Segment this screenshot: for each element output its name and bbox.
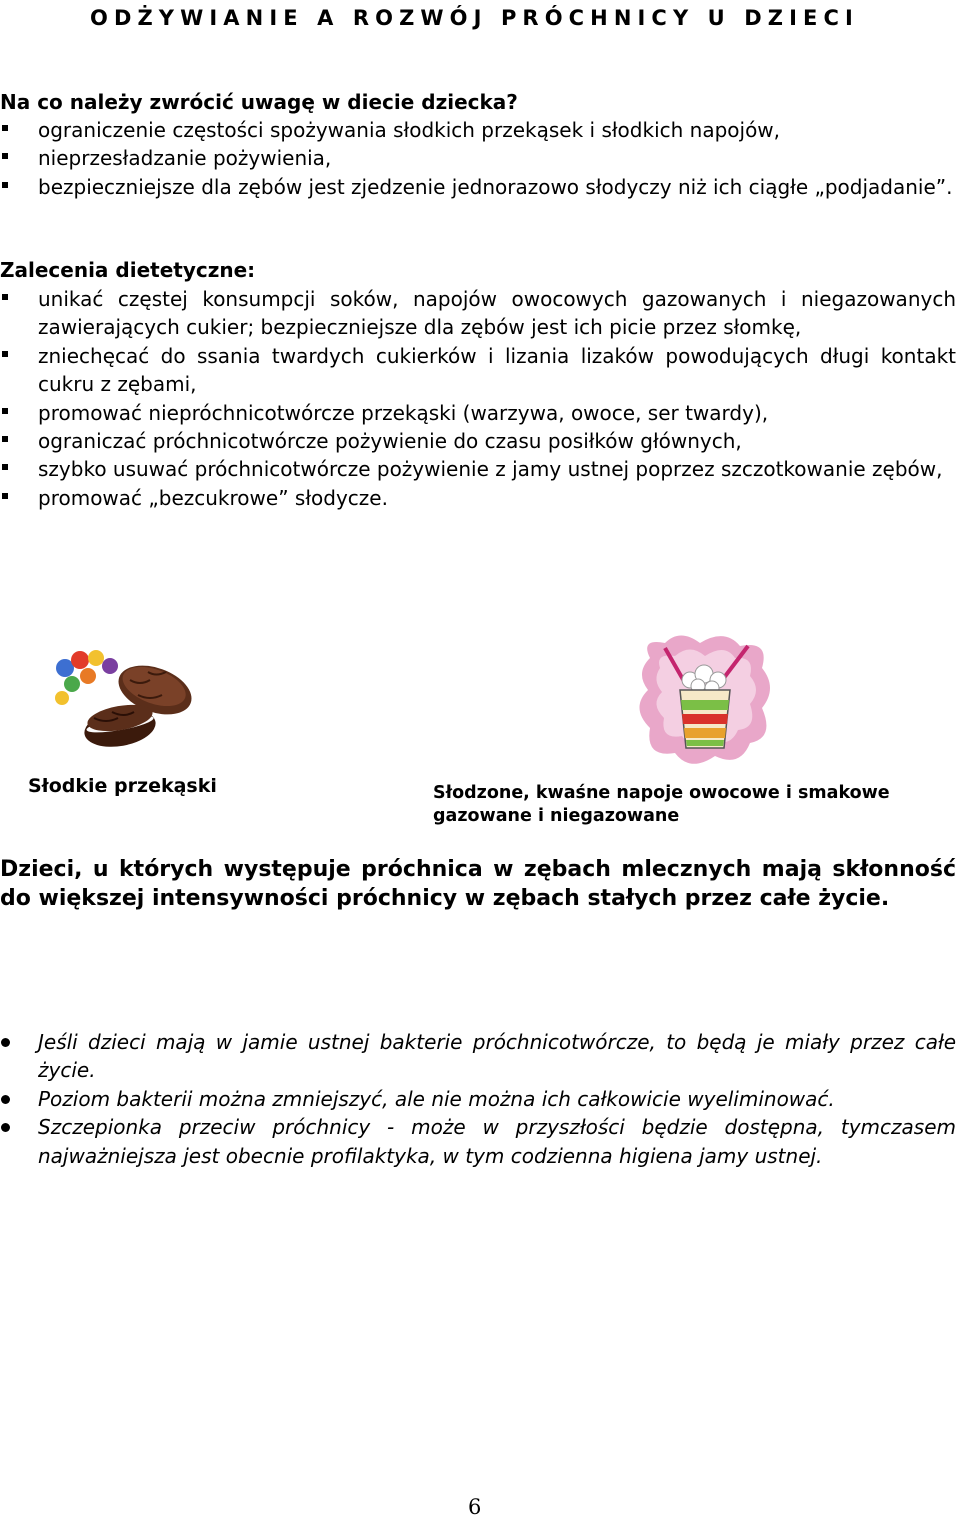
list-item: ograniczać próchnicotwórcze pożywienie do czasu posiłków głównych, (0, 427, 956, 455)
drink-illustration (630, 628, 780, 774)
list-item: Poziom bakterii można zmniejszyć, ale nie można ich całkowicie wyeliminować. (0, 1085, 956, 1113)
diet-heading: Na co należy zwrócić uwagę w diecie dziecka? (0, 90, 518, 114)
square-bullet-icon (2, 125, 8, 131)
list-item: zniechęcać do ssania twardych cukierków i lizania lizaków powodujących długi kontakt cukru z zębami, (0, 342, 956, 399)
diet-list (0, 116, 956, 201)
list-item: bezpieczniejsze dla zębów jest zjedzenie jednorazowo słodyczy niż ich ciągłe „podjadanie”. (0, 173, 956, 201)
square-bullet-icon (2, 408, 8, 414)
conclusion-text: Dzieci, u których występuje próchnica w zębach mlecznych mają skłonność do większej intensywności próchnicy w zębach stałych przez całe życie. (0, 857, 956, 911)
square-bullet-icon (2, 493, 8, 499)
recommendations-list (0, 285, 956, 512)
round-bullet-icon (1, 1095, 10, 1104)
list-item: Jeśli dzieci mają w jamie ustnej bakterie próchnicotwórcze, to będą je miały przez całe życie. (0, 1028, 956, 1085)
page-title: ODŻYWIANIE A ROZWÓJ PRÓCHNICY U DZIECI (90, 6, 859, 30)
round-bullet-icon (1, 1038, 10, 1047)
square-bullet-icon (2, 351, 8, 357)
square-bullet-icon (2, 436, 8, 442)
sweets-caption: Słodkie przekąski (28, 775, 217, 797)
list-item: Szczepionka przeciw próchnicy - może w przyszłości będzie dostępna, tymczasem najważniejsza jest obecnie profilaktyka, w tym codzienna higiena jamy ustnej. (0, 1113, 956, 1170)
list-item: szybko usuwać próchnicotwórcze pożywienie z jamy ustnej poprzez szczotkowanie zębów, (0, 455, 956, 483)
list-item: promować „bezcukrowe” słodycze. (0, 484, 956, 512)
drinks-caption: Słodzone, kwaśne napoje owocowe i smakowe gazowane i niegazowane (433, 783, 890, 826)
list-item: ograniczenie częstości spożywania słodkich przekąsek i słodkich napojów, (0, 116, 956, 144)
sweets-illustration (50, 640, 200, 760)
square-bullet-icon (2, 464, 8, 470)
recommendations-heading: Zalecenia dietetyczne: (0, 258, 256, 282)
square-bullet-icon (2, 182, 8, 188)
page-number: 6 (468, 1495, 482, 1519)
list-item: unikać częstej konsumpcji soków, napojów owocowych gazowanych i niegazowanych zawierających cukier; bezpieczniejsze dla zębów jest ich picie przez słomkę, (0, 285, 956, 342)
square-bullet-icon (2, 153, 8, 159)
list-item: promować niepróchnicotwórcze przekąski (warzywa, owoce, ser twardy), (0, 399, 956, 427)
square-bullet-icon (2, 294, 8, 300)
round-bullet-icon (1, 1123, 10, 1132)
list-item: nieprzesładzanie pożywienia, (0, 144, 956, 172)
facts-list (0, 1028, 956, 1170)
